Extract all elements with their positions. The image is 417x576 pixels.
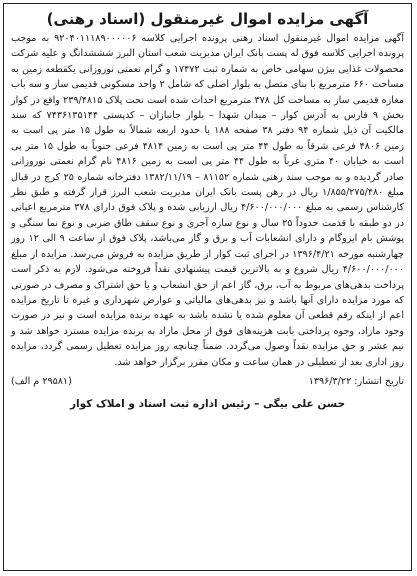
notice-footer [11,374,404,390]
signature-line: حسن علی بیگی – رئیس اداره ثبت اسناد و املاک کوار [69,397,346,410]
publish-date: تاریخ انتشار: ۱۳۹۶/۳/۲۲ [308,375,404,387]
auction-notice [3,3,412,571]
notice-title: آگهی مزایده اموال غیرمنقول (اسناد رهنی) [46,10,369,28]
reference-code: (۲۹۵۸۱ م الف) [11,375,72,387]
notice-body: آگهی مزایده اموال غیرمنقول اسناد رهنی پرونده اجرایی کلاسه ۹۲۰۴۰۱۱۱۸۹۰۰۰۰۰۶ به موجب پرونده اجرایی کلاسه فوق له پست بانک ایران مدیریت شعب استان البرز شششدانگ و علیه شرکت محصولات غذایی بیژن سهامی خاص به شماره ثبت ۱۷۴۷۲ و گرام نعمتی نوروزانی یکقطعه زمین به مساحت ۶۶۰ مترمربع با بنای متصل به بلوار اصلی که شامل ۲ واحد مسکونی قدیمی ساز و سه باب مغازه قدیمی ساز به مساحت کل ۳۷۸ مترمربع احداث شده است تحت پلاک ۲۳۹/۴۸۱۵ واقع در کوار بخش ۹ فارس به آدرس کوار – میدان شهدا – بلوار جانبازان – کدپستی ۷۴۳۶۱۳۵۱۴۴ که سند مالکیت آن ذیل شماره ۹۴ دفتر ۳۸ صفحه ۱۸۸ با حدود اربعه شمالاً به طول ۱۵ متر پی است به زمین ۴۸۰۶ فرعی شرقاً به طول ۴۴ متر پی است به زمین ۴۸۱۴ فرعی جنوباً به طول ۱۵ متر پی است به خیابان ۴۰ متری غرباً به طول ۴۴ متر پی است به زمین ۴۸۱۶ نام گرام نعمتی نوروزانی صادر گردیده و به موجب سند رهنی شماره ۸۱۱۵۲ – ۱۳۸۲/۱۱/۱۹ دفترخانه شماره ۲۵ کرج در قبال مبلغ ۱/۸۵۵/۲۷۵/۴۸۰ ریال در رهن پست بانک ایران مدیریت شعب البرز قرار گرفته و طبق نظر کارشناس رسمی به مبلغ ۴/۶۰۰/۰۰۰/۰۰۰ ریال ارزیابی شده و پلاک فوق دارای ۳۷۸ مترمربع اعیانی در دو طبقه با قدمت حدوداً ۲۵ سال و نوع سازه آجری و نوع سقف طاق ضربی و نوع نما سنگی و پوشش بام ایزوگام و دارای انشعابات آب و برق و گاز می‌باشد، پلاک فوق از ساعت ۹ الی ۱۲ روز چهارشنبه مورخه ۱۳۹۶/۴/۲۱ در اجرای ثبت کوار از طریق مزایده به فروش می‌رسد. مزایده از مبلغ ۴/۶۰۰/۰۰۰/۰۰۰ ریال شروع و به بالاترین قیمت پیشنهادی نقداً فروخته می‌شود. لازم به ذکر است پرداخت بدهی‌های مربوط به آب، برق، گاز اعم از حق انشعاب و یا حق اشتراک و مصرف در صورتی که مورد مزایده دارای آنها باشد و نیز بدهی‌های مالیاتی و عوارض شهرداری و غیره تا تاریخ مزایده اعم از اینکه رقم قطعی آن معلوم شده یا نشده باشد به عهده برنده مزایده است و نیز در صورت وجود مازاد، وجوه پرداختی بابت هزینه‌های فوق از محل مازاد به برنده مزایده مسترد خواهد شد و نیم عشر و حق مزایده نقداً وصول می‌گردد. ضمناً چنانچه روز مزایده تعطیل رسمی گردد، مزایده روز اداری بعد از تعطیلی در همان ساعت و مکان مقرر برگزار خواهد شد. [11,33,405,368]
